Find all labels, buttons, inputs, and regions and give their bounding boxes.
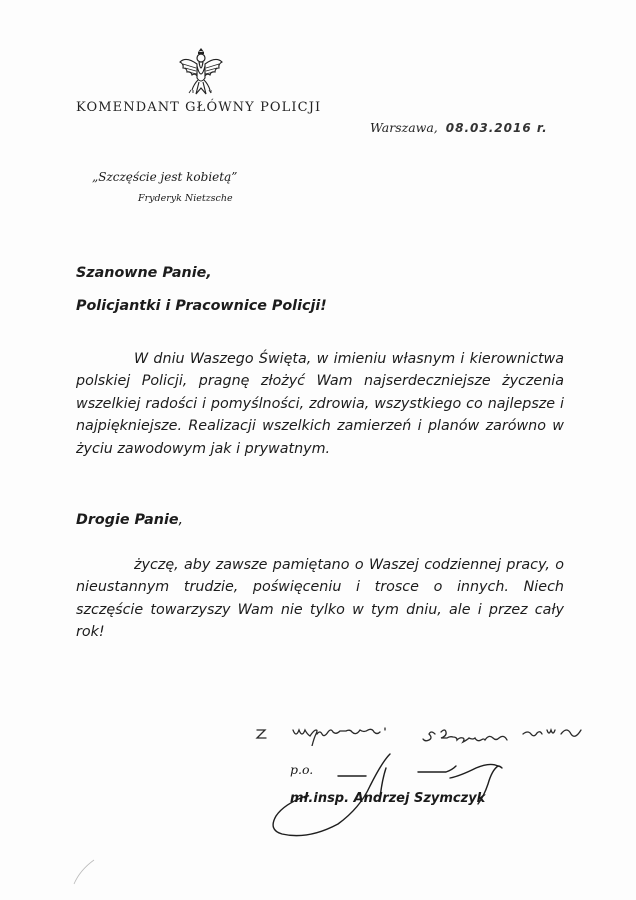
place-name: Warszawa,	[370, 120, 438, 135]
paragraph-closing-wishes: życzę, aby zawsze pamiętano o Waszej codziennej pracy, o nieustannym trudzie, poświęceniu i trosce o innych. Niech szczęście towarzyszy Wam nie tylko w tym dniu, ale i przez cały rok!	[76, 557, 564, 641]
signature-prefix: p.o.	[290, 762, 314, 777]
epigraph-quote: „Szczęście jest kobietą”	[92, 170, 238, 184]
salutation-line-2: Policjantki i Pracownice Policji!	[76, 298, 327, 314]
signer-name: mł.insp. Andrzej Szymczyk	[290, 791, 486, 806]
handwritten-closing-icon	[255, 716, 595, 746]
second-greeting-text: Drogie Panie	[76, 512, 179, 528]
second-greeting-comma: ,	[178, 512, 184, 528]
letter-date: 08.03.2016 r.	[445, 121, 548, 135]
scan-artifact-mark-icon	[72, 856, 102, 886]
second-greeting	[76, 512, 183, 528]
salutation-line-1: Szanowne Panie,	[76, 265, 212, 281]
polish-eagle-emblem-icon	[178, 44, 224, 96]
epigraph-author: Fryderyk Nietzsche	[138, 193, 233, 204]
paragraph-wishes: W dniu Waszego Święta, w imieniu własnym i kierownictwa polskiej Policji, pragnę złożyć Wam najserdeczniejsze życzenia wszelkiej radości i pomyślności, zdrowia, wszystkiego co najlepsze i najpiękniejsze. Realizacji wszelkich zamierzeń i planów zarówno w życiu zawodowym jak i prywatnym.	[76, 351, 564, 457]
dateline	[370, 120, 548, 135]
authority-heading: KOMENDANT GŁÓWNY POLICJI	[76, 100, 322, 115]
